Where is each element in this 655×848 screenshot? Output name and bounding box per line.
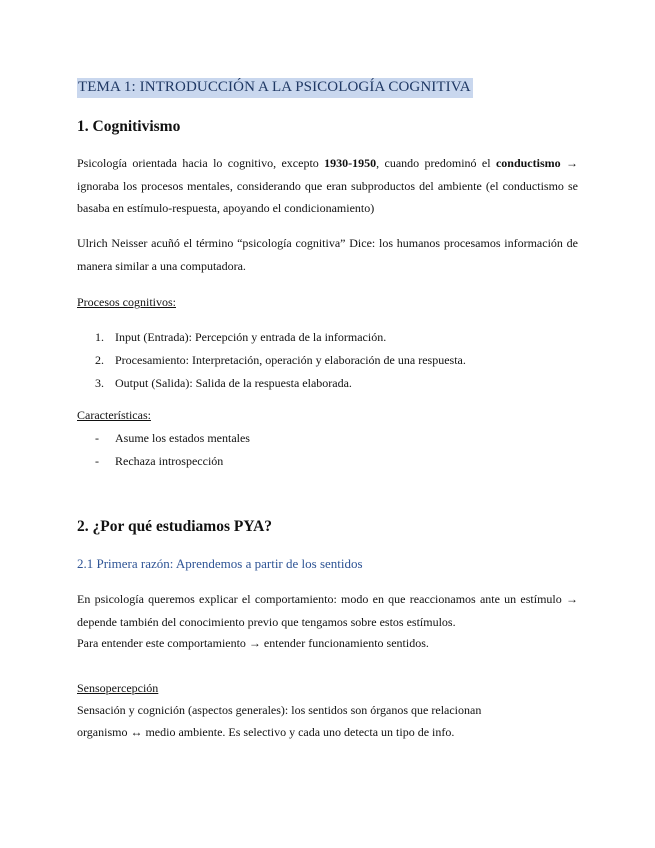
- section-2-heading: 2. ¿Por qué estudiamos PYA?: [77, 518, 273, 535]
- years-bold: 1930-1950: [324, 156, 377, 170]
- section-1-heading: 1. Cognitivismo: [77, 118, 181, 135]
- sensopercepcion-line-1: Sensación y cognición (aspectos generales): los sentidos son órganos que relacionan: [77, 703, 482, 717]
- caracteristicas-title: Características:: [77, 408, 151, 422]
- conductismo-bold: conductismo: [495, 156, 561, 170]
- sensopercepcion-line-2: organismo ↔ medio ambiente. Es selectivo y cada uno detecta un tipo de info.: [77, 725, 455, 739]
- section-2-1-heading: 2.1 Primera razón: Aprendemos a partir de los sentidos: [77, 556, 363, 571]
- sensopercepcion-title: Sensopercepción: [77, 681, 159, 695]
- procesos-title: Procesos cognitivos:: [77, 295, 176, 309]
- section-1-paragraph-1: Psicología orientada hacia lo cognitivo, excepto 1930-1950, cuando predominó el conductismo → ignoraba los procesos mentales, considerando que eran subproductos del ambiente (el conductismo se basaba en estímulo-respuesta, apoyando el condicionamiento): [77, 156, 578, 215]
- section-2-paragraph-2: Para entender este comportamiento → entender funcionamiento sentidos.: [77, 636, 429, 650]
- document-title: TEMA 1: INTRODUCCIÓN A LA PSICOLOGÍA COGNITIVA: [77, 78, 473, 98]
- section-2-paragraph-1: En psicología queremos explicar el comportamiento: modo en que reaccionamos ante un estímulo → depende también del conocimiento previo que tengamos sobre estos estímulos.: [77, 592, 578, 629]
- document-page: TEMA 1: INTRODUCCIÓN A LA PSICOLOGÍA COGNITIVA 1. Cognitivismo Psicología orientada hacia lo cognitivo, excepto 1930-1950, cuando predominó el conductismo → ignoraba los procesos mentales, considerando que eran subproductos del ambiente (el conductismo se basaba en estímulo-respuesta, apoyando el condicionamiento) Ulrich Neisser acuñó el término “psicología cognitiva” Dice: los humanos procesamos información de manera similar a una computadora. Procesos cognitivos: 1. Input (Entrada): Percepción y entrada de la información. 2. Procesamiento: Interpretación, operación y elaboración de una respuesta. 3. Output (Salida): Salida de la respuesta elaborada. Características: - Asume los estados mentales - Rechaza introspección 2. ¿Por qué estudiamos PYA? 2.1 Primera razón: Aprendemos a partir de los sentidos En psicología queremos explicar el comportamiento: modo en que reaccionamos ante un estímulo → depende también del conocimiento previo que tengamos sobre estos estímulos. Para entender este comportamiento → entender funcionamiento sentidos. Sensopercepción Sensación y cognición (aspectos generales): los sentidos son órganos que relacionan organismo ↔ medio ambiente. Es selectivo y cada uno detecta un tipo de info.: [0, 0, 655, 848]
- section-1-paragraph-2: Ulrich Neisser acuñó el término “psicología cognitiva” Dice: los humanos procesamos información de manera similar a una computadora.: [77, 236, 578, 273]
